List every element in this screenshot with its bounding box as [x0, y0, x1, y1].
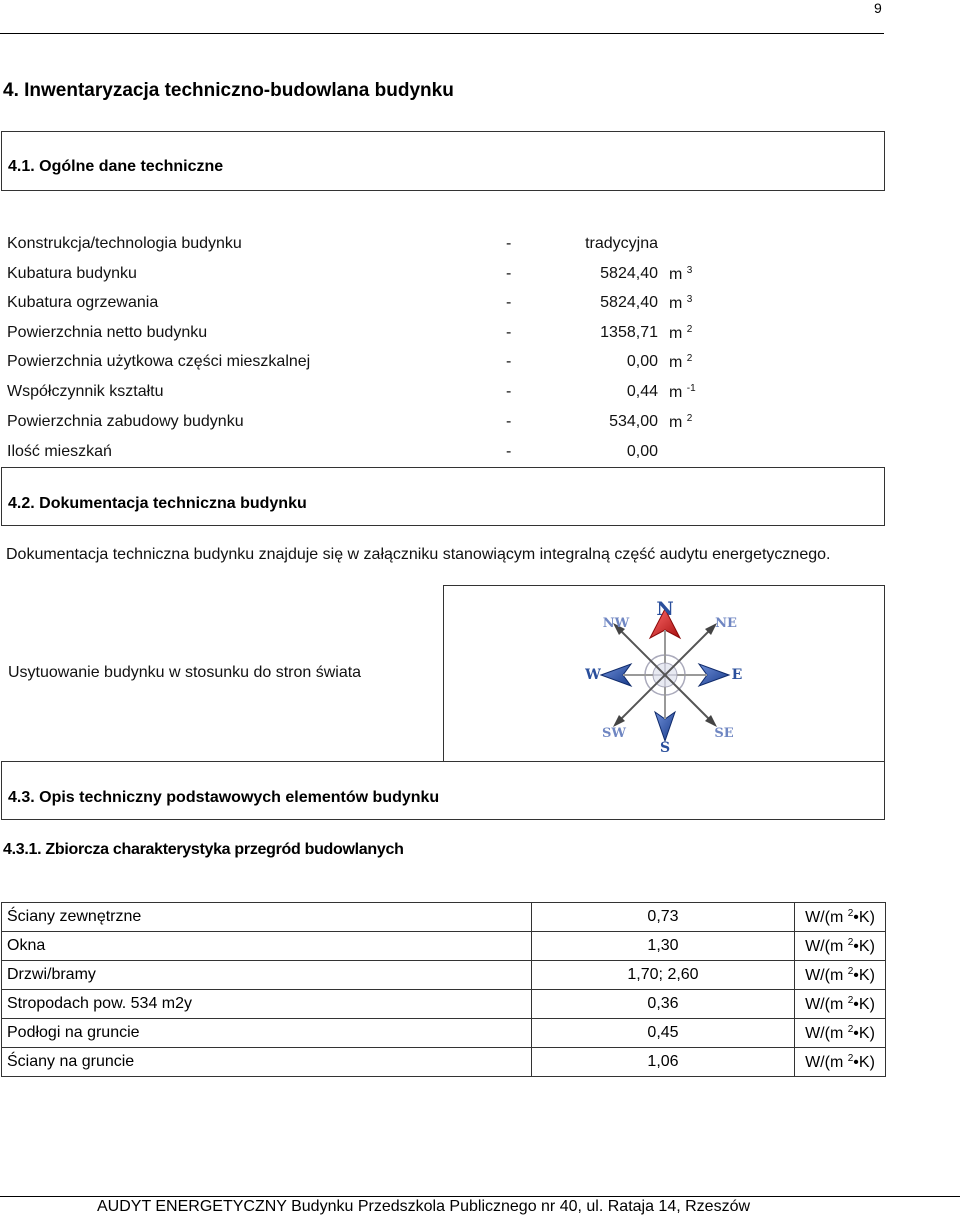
row-value: 5824,40 [600, 265, 658, 282]
unit-exponent: 3 [686, 265, 693, 276]
unit-pre: W/(m [805, 937, 848, 955]
row-value: tradycyjna [585, 235, 658, 252]
compass-n-label: N [656, 598, 674, 620]
partition-value: 1,06 [532, 1048, 795, 1077]
table-row [2, 903, 886, 932]
table-row [2, 1019, 886, 1048]
unit-post: •K) [853, 908, 875, 926]
unit-post: •K) [853, 1053, 875, 1071]
compass-nw-label: NW [602, 616, 630, 631]
data-row [0, 353, 720, 383]
row-dash: - [506, 353, 512, 370]
section-43-box [1, 761, 885, 820]
row-unit [669, 383, 696, 402]
unit-exponent: 2 [686, 324, 693, 335]
partition-value: 0,36 [532, 990, 795, 1019]
row-label: Współczynnik kształtu [7, 383, 164, 400]
row-dash: - [506, 235, 512, 252]
table-row [2, 1048, 886, 1077]
section-42-title: 4.2. Dokumentacja techniczna budynku [8, 495, 307, 512]
compass-box [443, 585, 885, 762]
section-43-title: 4.3. Opis techniczny podstawowych elementów budynku [8, 789, 440, 806]
row-label: Kubatura ogrzewania [7, 294, 159, 311]
unit-post: •K) [853, 995, 875, 1013]
partition-value: 1,30 [532, 932, 795, 961]
row-value: 5824,40 [600, 294, 658, 311]
unit-base: m [669, 384, 683, 401]
unit-base: m [669, 414, 683, 431]
unit-base: m [669, 354, 683, 371]
table-row [2, 990, 886, 1019]
unit-post: •K) [853, 966, 875, 984]
row-unit [669, 353, 692, 372]
compass-s-label: S [659, 740, 671, 756]
unit-exp: 2 [847, 936, 854, 948]
unit-base: m [669, 295, 683, 312]
section-431-title: 4.3.1. Zbiorcza charakterystyka przegród budowlanych [3, 841, 404, 858]
row-label: Kubatura budynku [7, 265, 137, 282]
data-row [0, 265, 720, 295]
row-value: 1358,71 [600, 324, 658, 341]
partition-name: Okna [2, 932, 532, 961]
row-label: Powierzchnia zabudowy budynku [7, 413, 244, 430]
section-41-box [1, 131, 885, 191]
partition-name: Drzwi/bramy [2, 961, 532, 990]
unit-base: m [669, 325, 683, 342]
data-row [0, 413, 720, 443]
partition-name: Podłogi na gruncie [2, 1019, 532, 1048]
partition-value: 0,45 [532, 1019, 795, 1048]
chapter-heading: 4. Inwentaryzacja techniczno-budowlana budynku [3, 80, 454, 101]
partition-name: Ściany zewnętrzne [2, 903, 532, 932]
unit-pre: W/(m [805, 908, 848, 926]
unit-base: m [669, 266, 683, 283]
unit-exp: 2 [847, 1023, 854, 1035]
partition-value: 1,70; 2,60 [532, 961, 795, 990]
table-row [2, 932, 886, 961]
header-rule [0, 33, 884, 34]
unit-exponent: 2 [686, 413, 693, 424]
row-dash: - [506, 383, 512, 400]
compass-ne-label: NE [715, 616, 737, 631]
partition-name: Ściany na gruncie [2, 1048, 532, 1077]
table-row [2, 961, 886, 990]
row-label: Ilość mieszkań [7, 443, 112, 460]
page-number: 9 [874, 0, 882, 16]
compass-rose-icon [444, 586, 884, 761]
partition-unit [795, 1019, 886, 1048]
unit-exponent: 2 [686, 353, 693, 364]
row-dash: - [506, 443, 512, 460]
unit-exponent: -1 [686, 383, 696, 394]
partition-unit [795, 1048, 886, 1077]
row-label: Powierzchnia netto budynku [7, 324, 208, 341]
row-dash: - [506, 265, 512, 282]
unit-exp: 2 [847, 994, 854, 1006]
unit-exp: 2 [847, 907, 854, 919]
unit-post: •K) [853, 1024, 875, 1042]
unit-pre: W/(m [805, 966, 848, 984]
documentation-text: Dokumentacja techniczna budynku znajduje się w załączniku stanowiącym integralną część audytu energetycznego. [6, 546, 831, 563]
compass-w-label: W [585, 667, 601, 683]
row-dash: - [506, 413, 512, 430]
row-unit [669, 265, 692, 284]
row-unit [669, 294, 692, 313]
row-value: 0,00 [626, 443, 658, 460]
row-value: 0,44 [626, 383, 658, 400]
section-42-box [1, 467, 885, 526]
unit-exponent: 3 [686, 294, 693, 305]
unit-post: •K) [853, 937, 875, 955]
unit-pre: W/(m [805, 1053, 848, 1071]
row-value: 0,00 [626, 353, 658, 370]
compass-sw-label: SW [602, 726, 626, 741]
footer-rule [0, 1196, 960, 1197]
partitions-table [1, 902, 886, 1077]
row-value: 534,00 [609, 413, 658, 430]
orientation-label: Usytuowanie budynku w stosunku do stron świata [8, 664, 362, 681]
row-label: Powierzchnia użytkowa części mieszkalnej [7, 353, 311, 370]
partition-name: Stropodach pow. 534 m2y [2, 990, 532, 1019]
row-dash: - [506, 294, 512, 311]
compass-e-label: E [731, 667, 743, 683]
compass-se-label: SE [714, 726, 734, 741]
partition-unit [795, 932, 886, 961]
partition-unit [795, 961, 886, 990]
row-unit [669, 324, 692, 343]
data-row [0, 324, 720, 354]
section-41-title: 4.1. Ogólne dane techniczne [8, 158, 224, 175]
unit-exp: 2 [847, 1052, 854, 1064]
row-label: Konstrukcja/technologia budynku [7, 235, 242, 252]
row-dash: - [506, 324, 512, 341]
footer-text: AUDYT ENERGETYCZNY Budynku Przedszkola Publicznego nr 40, ul. Rataja 14, Rzeszów [97, 1198, 751, 1215]
partition-unit [795, 903, 886, 932]
data-row [0, 294, 720, 324]
unit-pre: W/(m [805, 995, 848, 1013]
partition-unit [795, 990, 886, 1019]
data-row [0, 235, 720, 265]
partition-value: 0,73 [532, 903, 795, 932]
unit-exp: 2 [847, 965, 854, 977]
unit-pre: W/(m [805, 1024, 848, 1042]
row-unit [669, 413, 692, 432]
data-row [0, 383, 720, 413]
